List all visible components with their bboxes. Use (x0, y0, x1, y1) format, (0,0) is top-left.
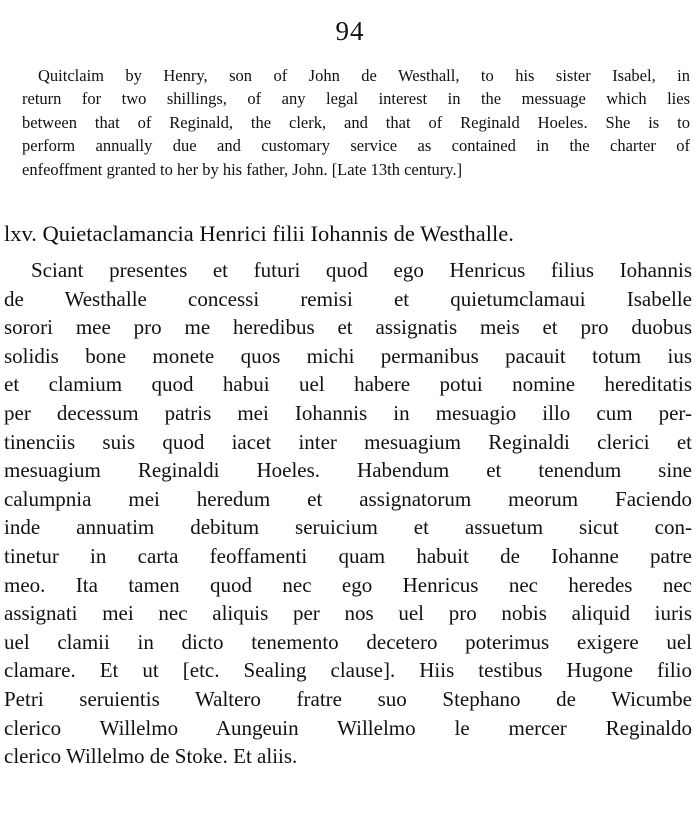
charter-line: inde annuatim debitum seruicium et assuetum sicut con- (4, 515, 692, 540)
charter-line: et clamium quod habui uel habere potui nomine hereditatis (4, 372, 692, 397)
summary-line: enfeoffment granted to her by his father, John. [Late 13th century.] (22, 159, 463, 179)
charter-line: mesuagium Reginaldi Hoeles. Habendum et tenendum sine (4, 458, 692, 483)
charter-line: clamare. Et ut [etc. Sealing clause]. Hiis testibus Hugone filio (4, 658, 692, 683)
charter-line: clerico Willelmo Aungeuin Willelmo le mercer Reginaldo (4, 715, 692, 740)
charter-line: solidis bone monete quos michi permanibus pacauit totum ius (4, 343, 692, 368)
page-number: 94 (335, 16, 365, 46)
charter-line: de Westhalle concessi remisi et quietumclamaui Isabelle (4, 286, 692, 311)
charter-line: Petri seruientis Waltero fratre suo Stephano de Wicumbe (4, 686, 692, 711)
charter-line: uel clamii in dicto tenemento decetero poterimus exigere uel (4, 629, 692, 654)
summary-line: between that of Reginald, the clerk, and that of Reginald Hoeles. She is to (22, 112, 690, 132)
english-summary (4, 64, 690, 181)
charter-line: calumpnia mei heredum et assignatorum meorum Faciendo (4, 486, 692, 511)
charter-line: per decessum patris mei Iohannis in mesuagio illo cum per- (4, 400, 692, 425)
charter-heading: lxv. Quietaclamancia Henrici filii Iohannis de Westhalle. (4, 221, 514, 246)
summary-line: perform annually due and customary service as contained in the charter of (22, 136, 690, 156)
charter-line: tinenciis suis quod iacet inter mesuagium Reginaldi clerici et (4, 429, 692, 454)
summary-line: return for two shillings, of any legal interest in the messuage which lies (22, 89, 690, 109)
charter-line: Sciant presentes et futuri quod ego Henricus filius Iohannis (31, 258, 692, 282)
summary-line: Quitclaim by Henry, son of John de Westhall, to his sister Isabel, in (38, 66, 690, 85)
latin-charter-text (4, 256, 692, 771)
charter-line: assignati mei nec aliquis per nos uel pro nobis aliquid iuris (4, 601, 692, 626)
charter-line: sorori mee pro me heredibus et assignatis meis et pro duobus (4, 315, 692, 340)
charter-line: meo. Ita tamen quod nec ego Henricus nec heredes nec (4, 572, 692, 597)
charter-line: tinetur in carta feoffamenti quam habuit de Iohanne patre (4, 543, 692, 568)
charter-line: clerico Willelmo de Stoke. Et aliis. (4, 744, 298, 769)
